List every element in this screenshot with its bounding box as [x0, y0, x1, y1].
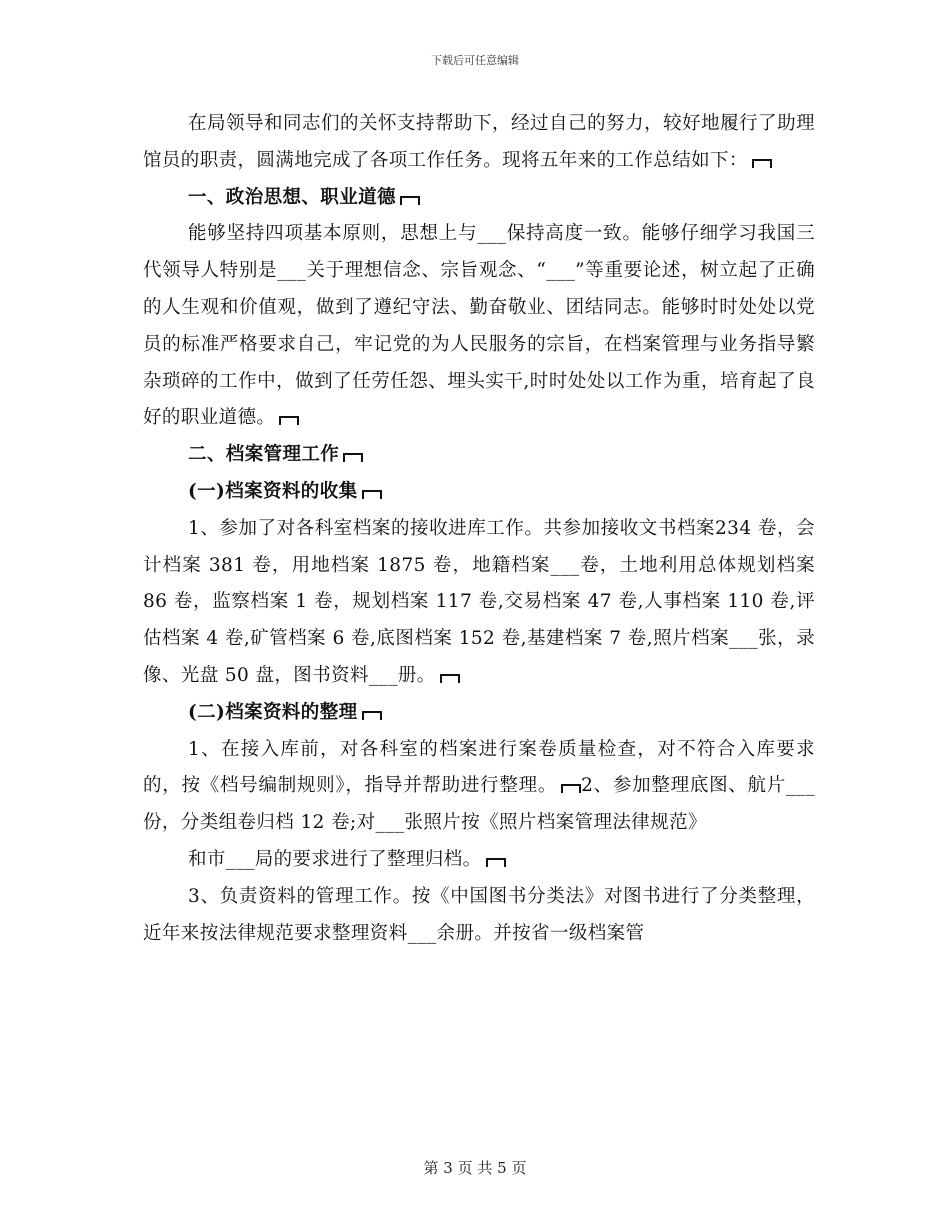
paragraph-mark-icon	[486, 858, 506, 867]
heading-collection: (一)档案资料的收集	[143, 474, 815, 511]
paragraph-materials: 3、负责资料的管理工作。按《中国图书分类法》对图书进行了分类整理，近年来按法律规范要求整理资料___余册。并按省一级档案管	[143, 885, 815, 944]
page-header: 下载后可任意编辑	[431, 54, 519, 67]
paragraph-organization: 1、在接入库前，对各科室的档案进行案卷质量检查，对不符合入库要求的，按《档号编制规则》，指导并帮助进行整理。 2、参加整理底图、航片___份，分类组卷归档 12 卷;对___张照片按《照片档案管理法律规范》	[143, 738, 815, 834]
heading-organization: (二)档案资料的整理	[143, 695, 815, 732]
paragraph-politics: 能够坚持四项基本原则，思想上与___保持高度一致。能够仔细学习我国三代领导人特别是___关于理想信念、宗旨观念、“___”等重要论述，树立起了正确的人生观和价值观，做到了遵纪守法、勤奋敬业、团结同志。能够时时处处以党员的标准严格要求自己，牢记党的为人民服务的宗旨，在档案管理与业务指导繁杂琐碎的工作中，做到了任劳任怨、埋头实干,时时处处以工作为重，培育起了良好的职业道德。	[143, 223, 815, 429]
paragraph-mark-icon	[362, 711, 382, 720]
paragraph-mark-icon	[362, 490, 382, 499]
paragraph-mark-icon	[343, 453, 363, 462]
paragraph-mark-icon	[440, 674, 460, 683]
paragraph-mark-icon	[400, 196, 420, 205]
paragraph-organization-cont: 和市___局的要求进行了整理归档。	[143, 842, 815, 879]
paragraph-mark-icon	[279, 416, 299, 425]
paragraph-intro: 在局领导和同志们的关怀支持帮助下，经过自己的努力，较好地履行了助理馆员的职责，圆满地完成了各项工作任务。现将五年来的工作总结如下：	[143, 113, 815, 171]
page-footer: 第 3 页 共 5 页	[423, 1159, 527, 1177]
paragraph-mark-icon	[752, 159, 772, 168]
paragraph-collection: 1、参加了对各科室档案的接收进库工作。共参加接收文书档案234 卷，会计档案 381 卷，用地档案 1875 卷，地籍档案___卷，土地利用总体规划档案 86 卷，监察档案 1 卷，规划档案 117 卷,交易档案 47 卷,人事档案 110 卷,评估档案 4 卷,矿管档案 6 卷,底图档案 152 卷,基建档案 7 卷,照片档案___张，录像、光盘 50 盘，图书资料___册。	[143, 517, 815, 686]
heading-archive-management: 二、档案管理工作	[143, 437, 815, 474]
heading-politics: 一、政治思想、职业道德	[143, 180, 815, 217]
paragraph-mark-icon	[561, 784, 581, 793]
document-body	[143, 106, 815, 952]
